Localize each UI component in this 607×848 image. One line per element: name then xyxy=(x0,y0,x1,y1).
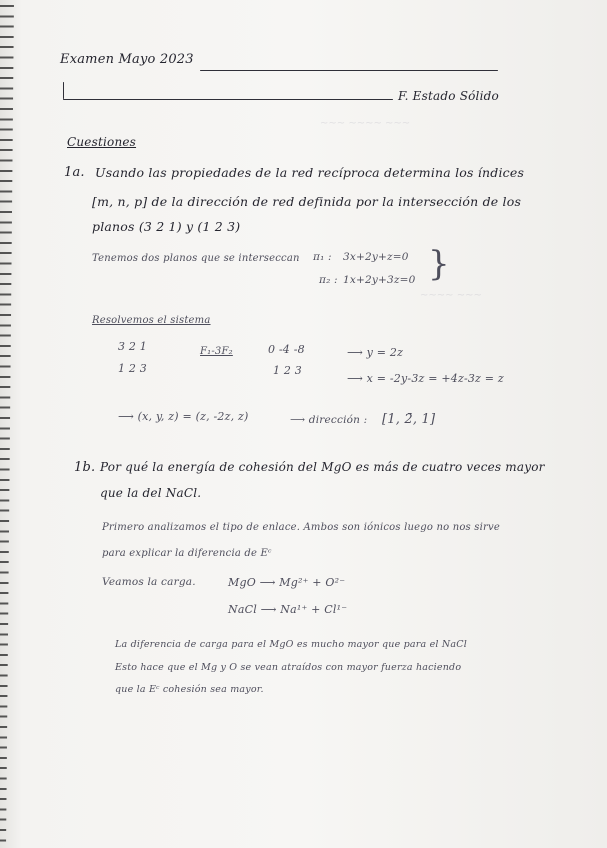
answer-1b-line: para explicar la diferencia de Eᶜ xyxy=(102,548,272,559)
question-1a-line: planos (3 2 1) y (1 2 3) xyxy=(92,219,241,234)
final-vector: ⟶ (x, y, z) = (z, -2z, z) xyxy=(118,410,249,423)
question-1a-line: [m, n, p] de la dirección de red definida por la intersección de los xyxy=(92,194,522,209)
plane-1-equation: 3x+2y+z=0 xyxy=(343,251,409,263)
answer-1b-conclusion: que la Eᶜ cohesión sea mayor. xyxy=(115,684,264,695)
answer-1b-line: Primero analizamos el tipo de enlace. Ambos son iónicos luego no nos sirve xyxy=(102,522,500,533)
header-underline xyxy=(200,70,498,71)
result-y: ⟶ y = 2z xyxy=(347,346,404,359)
answer-1b-conclusion: Esto hace que el Mg y O se vean atraídos con mayor fuerza haciendo xyxy=(115,662,462,673)
question-1b-line: que la del NaCl. xyxy=(100,486,202,500)
header-underline xyxy=(63,99,393,100)
nacl-dissociation: NaCl ⟶ Na¹⁺ + Cl¹⁻ xyxy=(228,603,348,616)
exam-title: Examen Mayo 2023 xyxy=(60,52,194,67)
spiral-binding xyxy=(0,0,18,848)
result-x: ⟶ x = -2y-3z = +4z-3z = z xyxy=(347,372,504,385)
question-1a-line: Usando las propiedades de la red recíproca determina los índices xyxy=(95,165,525,180)
row-operation: F₁-3F₂ xyxy=(200,346,233,357)
answer-1b-charge-label: Veamos la carga. xyxy=(102,576,196,588)
plane-2-equation: 1x+2y+3z=0 xyxy=(343,274,416,286)
answer-1a-solve-label: Resolvemos el sistema xyxy=(92,315,211,326)
reduced-matrix-row: 0 -4 -8 xyxy=(268,343,305,356)
bleed-through-mark: ~~~~ ~~~ xyxy=(420,290,482,301)
header-underline-tick xyxy=(63,82,64,99)
direction-label: ⟶ dirección : xyxy=(290,414,368,426)
plane-1-label: π₁ : xyxy=(313,251,332,263)
answer-1b-conclusion: La diferencia de carga para el MgO es mucho mayor que para el NaCl xyxy=(115,639,467,650)
section-title: Cuestiones xyxy=(67,135,137,149)
question-1b-number: 1b. xyxy=(74,460,96,475)
reduced-matrix-row: 1 2 3 xyxy=(273,364,302,377)
question-1b-line: Por qué la energía de cohesión del MgO es más de cuatro veces mayor xyxy=(100,460,545,474)
system-brace: } xyxy=(428,244,450,284)
question-1a-number: 1a. xyxy=(64,165,85,180)
mgo-dissociation: MgO ⟶ Mg²⁺ + O²⁻ xyxy=(228,576,346,589)
matrix-row: 3 2 1 xyxy=(118,340,147,353)
subject-label: F. Estado Sólido xyxy=(398,89,499,103)
plane-2-label: π₂ : xyxy=(319,274,338,286)
direction-value: [1, 2̄, 1] xyxy=(382,412,436,427)
bleed-through-mark: ~~~ ~~~~ ~~~ xyxy=(320,118,411,129)
matrix-row: 1 2 3 xyxy=(118,362,147,375)
answer-1a-intro: Tenemos dos planos que se interseccan xyxy=(92,253,300,264)
